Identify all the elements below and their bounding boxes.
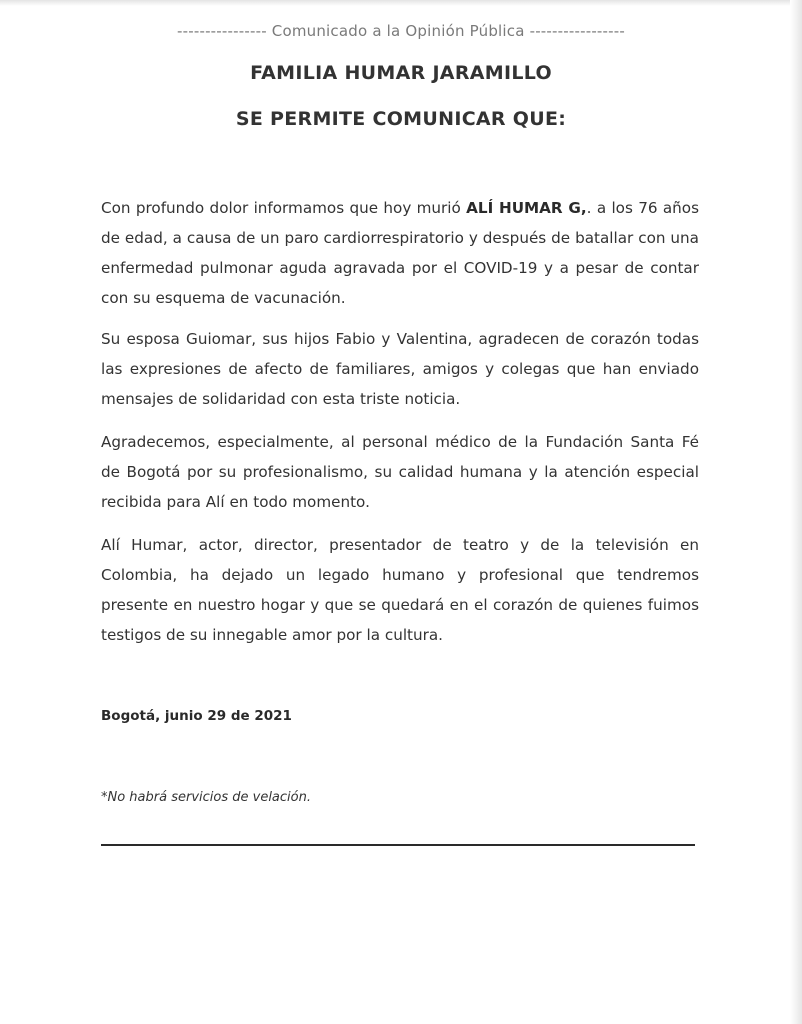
paragraph-1-lead: Con profundo dolor informamos que hoy murió (101, 199, 467, 217)
page-top-shadow (0, 0, 802, 6)
paragraph-family-thanks: Su esposa Guiomar, sus hijos Fabio y Valentina, agradecen de corazón todas las expresiones de afecto de familiares, amigos y colegas que han enviado mensajes de solidaridad con esta triste noticia. (101, 330, 699, 408)
funeral-note: *No habrá servicios de velación. (101, 790, 311, 805)
date-line: Bogotá, junio 29 de 2021 (101, 708, 292, 724)
deceased-name: ALÍ HUMAR G, (466, 199, 587, 217)
bottom-divider (101, 844, 695, 846)
paragraph-legacy: Alí Humar, actor, director, presentador de teatro y de la televisión en Colombia, ha dejado un legado humano y profesional que tendremos presente en nuestro hogar y que se quedará en el corazón de quienes fuimos testigos de su innegable amor por la cultura. (101, 536, 699, 644)
page-right-shadow (790, 0, 802, 1024)
announcement-title: SE PERMITE COMUNICAR QUE: (235, 108, 567, 130)
communique-header: ---------------- Comunicado a la Opinión Pública ----------------- (177, 22, 625, 40)
paragraph-death-announcement (101, 193, 699, 313)
paragraph-medical-thanks: Agradecemos, especialmente, al personal médico de la Fundación Santa Fé de Bogotá por su profesionalismo, su calidad humana y la atención especial recibida para Alí en todo momento. (101, 433, 699, 511)
paragraph-1-rest: . a los 76 años de edad, a causa de un paro cardiorrespiratorio y después de batallar con una enfermedad pulmonar aguda agravada por el COVID-19 y a pesar de contar con su esquema de vacunación. (101, 199, 699, 307)
family-title: FAMILIA HUMAR JARAMILLO (250, 62, 552, 84)
